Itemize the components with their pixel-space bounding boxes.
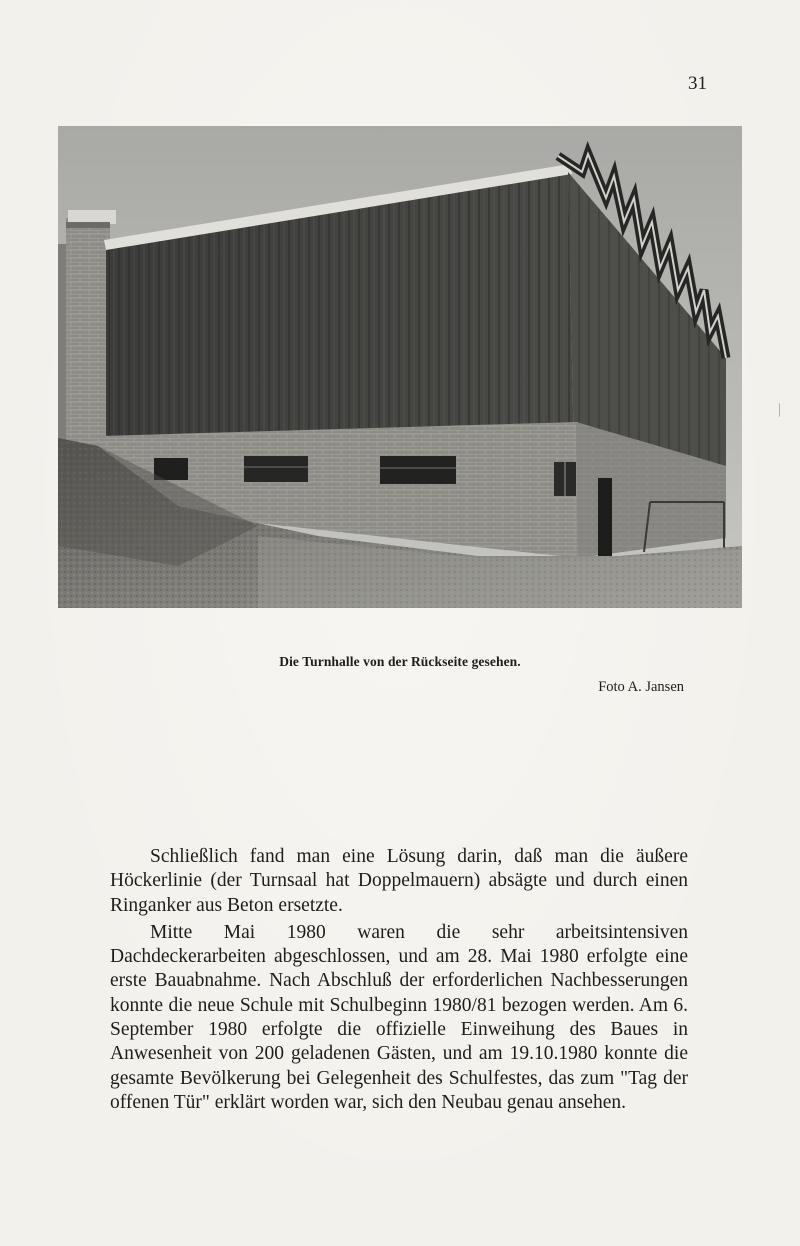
paragraph-2: Mitte Mai 1980 waren die sehr arbeitsintensiven Dachdeckerarbeiten abgeschlossen, und am 28. Mai 1980 erfolgte eine erste Bauabnahme. Nach Abschluß der erforderlichen Nachbesserungen konnte die neue Schule mit Schulbeginn 1980/81 bezogen werden. Am 6. September 1980 erfolgte die offizielle Einweihung des Baues in Anwesenheit von 200 geladenen Gästen, und am 19.10.1980 konnte die gesamte Bevölkerung bei Gelegenheit des Schulfestes, das zum "Tag der offenen Tür" erklärt worden war, sich den Neubau genau ansehen.	[110, 921, 688, 1113]
body-text	[110, 845, 688, 1115]
photo-caption: Die Turnhalle von der Rückseite gesehen.	[279, 654, 521, 669]
page-number: 31	[688, 73, 707, 94]
paragraph-1: Schließlich fand man eine Lösung darin, daß man die äußere Höckerlinie (der Turnsaal hat Doppelmauern) absägte und durch einen Ringanker aus Beton ersetzte.	[110, 846, 688, 916]
gym-building-image	[58, 126, 742, 608]
page-edge-mark	[777, 403, 780, 417]
photo-credit: Foto A. Jansen	[598, 679, 684, 695]
gym-photo	[58, 126, 742, 608]
